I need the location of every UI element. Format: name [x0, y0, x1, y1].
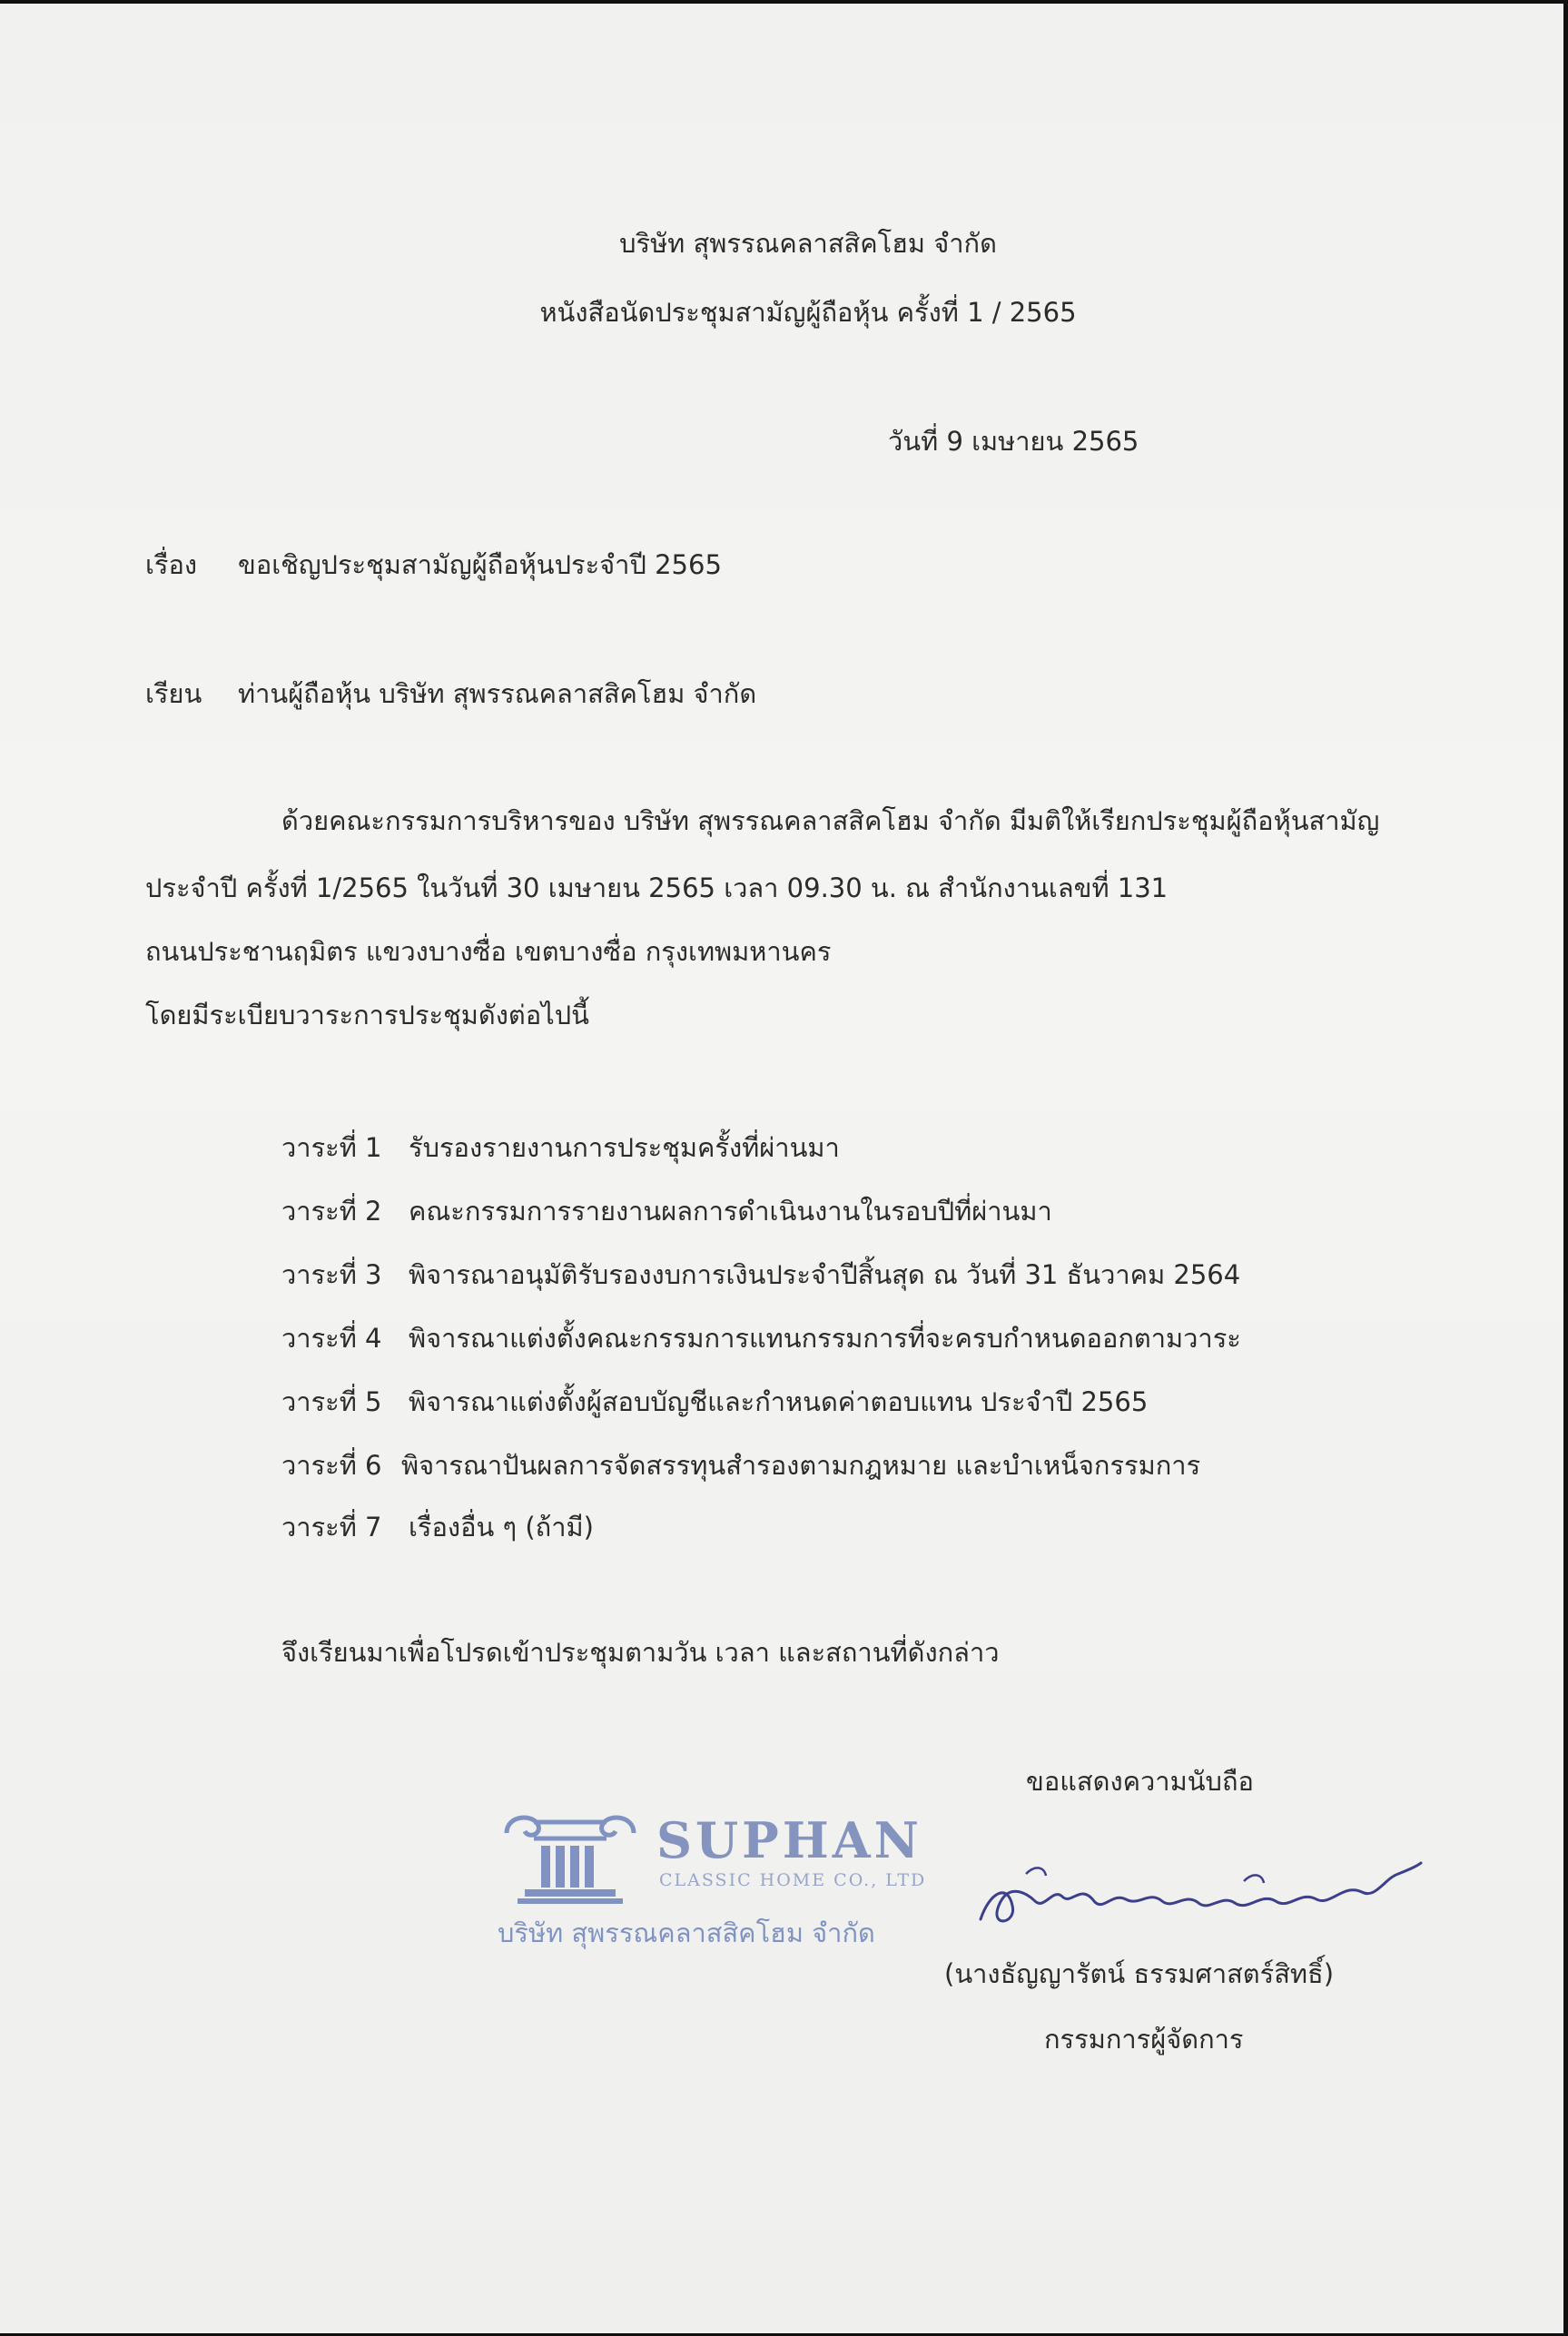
agenda-number: วาระที่ 7 [281, 1512, 382, 1543]
body-line-2: ประจำปี ครั้งที่ 1/2565 ในวันที่ 30 เมษายน 2565 เวลา 09.30 น. ณ สำนักงานเลขที่ 131 [145, 872, 1169, 903]
handwritten-signature-icon [971, 1856, 1425, 1937]
stamp-brand-name: SUPHAN [656, 1811, 922, 1869]
company-stamp [498, 1806, 952, 1956]
recipient-text: ท่านผู้ถือหุ้น บริษัท สุพรรณคลาสสิคโฮม จำกัด [238, 678, 757, 709]
company-name: บริษัท สุพรรณคลาสสิคโฮม จำกัด [619, 228, 997, 259]
subject-label: เรื่อง [145, 549, 198, 580]
agenda-text: พิจารณาปันผลการจัดสรรทุนสำรองตามกฎหมาย และบำเหน็จกรรมการ [401, 1450, 1201, 1481]
letter-page [0, 4, 1563, 2333]
agenda-text: พิจารณาอนุมัติรับรองงบการเงินประจำปีสิ้นสุด ณ วันที่ 31 ธันวาคม 2564 [409, 1259, 1241, 1290]
body-line-4: โดยมีระเบียบวาระการประชุมดังต่อไปนี้ [145, 1000, 589, 1030]
agenda-number: วาระที่ 6 [281, 1450, 382, 1481]
letter-title: หนังสือนัดประชุมสามัญผู้ถือหุ้น ครั้งที่ 1 / 2565 [539, 297, 1077, 328]
body-line-1: ด้วยคณะกรรมการบริหารของ บริษัท สุพรรณคลาสสิคโฮม จำกัด มีมติให้เรียกประชุมผู้ถือหุ้นสามัญ [281, 805, 1380, 836]
letter-date: วันที่ 9 เมษายน 2565 [888, 426, 1139, 457]
body-line-3: ถนนประชานฤมิตร แขวงบางซื่อ เขตบางซื่อ กรุงเทพมหานคร [145, 936, 832, 967]
agenda-item [281, 1191, 1371, 1231]
agenda-number: วาระที่ 2 [281, 1196, 382, 1227]
closing-text: จึงเรียนมาเพื่อโปรดเข้าประชุมตามวัน เวลา และสถานที่ดังกล่าว [281, 1637, 1000, 1668]
agenda-item [281, 1382, 1371, 1422]
agenda-text: พิจารณาแต่งตั้งผู้สอบบัญชีและกำหนดค่าตอบแทน ประจำปี 2565 [409, 1386, 1149, 1417]
agenda-number: วาระที่ 1 [281, 1132, 382, 1163]
agenda-text: รับรองรายงานการประชุมครั้งที่ผ่านมา [409, 1132, 840, 1163]
agenda-item [281, 1128, 1371, 1168]
stamp-brand-subtitle: CLASSIC HOME CO., LTD [659, 1870, 927, 1890]
signer-position: กรรมการผู้จัดการ [1044, 2024, 1244, 2055]
agenda-number: วาระที่ 3 [281, 1259, 382, 1290]
subject-text: ขอเชิญประชุมสามัญผู้ถือหุ้นประจำปี 2565 [238, 549, 722, 580]
agenda-item [281, 1507, 1371, 1547]
ionic-column-logo-icon [498, 1806, 643, 1906]
agenda-text: คณะกรรมการรายงานผลการดำเนินงานในรอบปีที่ผ่านมา [409, 1196, 1052, 1227]
agenda-number: วาระที่ 4 [281, 1323, 382, 1354]
recipient-label: เรียน [145, 678, 202, 709]
stamp-thai-name: บริษัท สุพรรณคลาสสิคโฮม จำกัด [498, 1917, 875, 1948]
agenda-text: เรื่องอื่น ๆ (ถ้ามี) [409, 1512, 594, 1543]
regards-text: ขอแสดงความนับถือ [1026, 1766, 1254, 1797]
agenda-text: พิจารณาแต่งตั้งคณะกรรมการแทนกรรมการที่จะครบกำหนดออกตามวาระ [409, 1323, 1241, 1354]
agenda-item [281, 1445, 1371, 1485]
agenda-item [281, 1255, 1371, 1295]
agenda-item [281, 1318, 1371, 1358]
signer-name: (นางธัญญารัตน์ ธรรมศาสตร์สิทธิ์) [944, 1958, 1335, 1989]
agenda-number: วาระที่ 5 [281, 1386, 382, 1417]
